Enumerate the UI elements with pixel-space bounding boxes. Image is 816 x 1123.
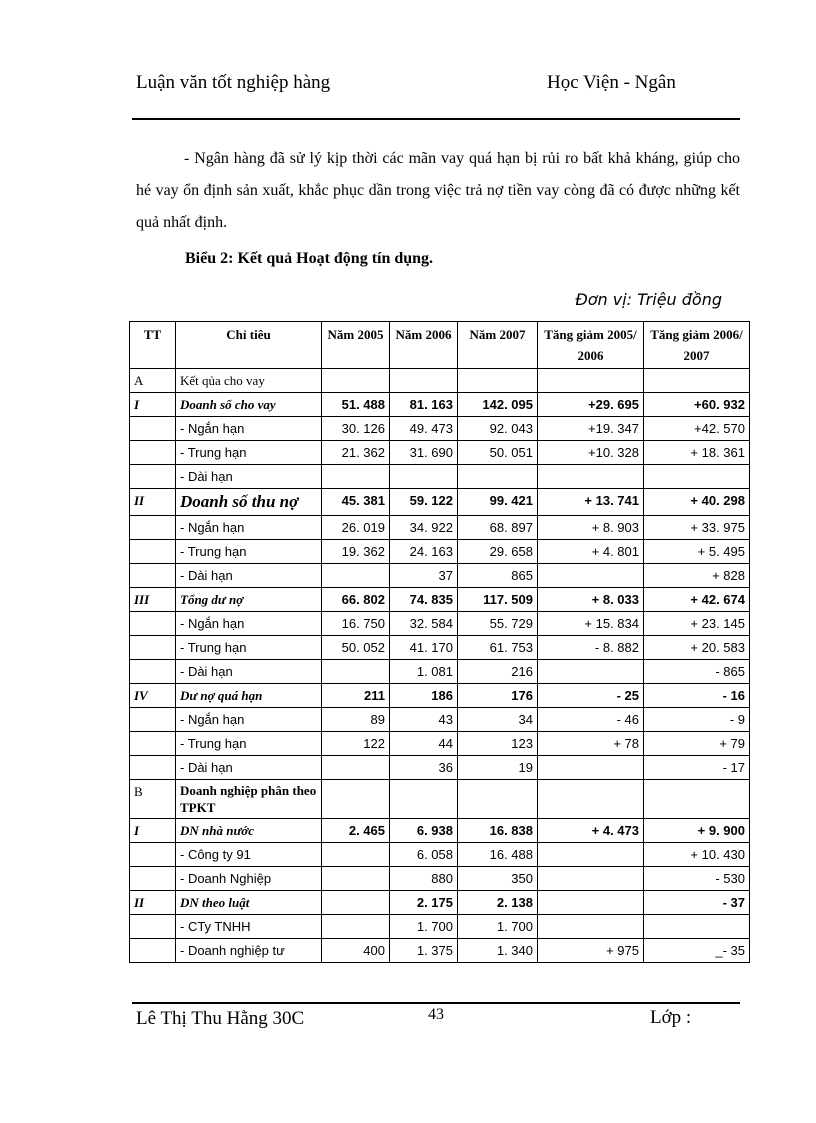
- value-cell: 32. 584: [390, 612, 458, 636]
- value-cell: [322, 660, 390, 684]
- header-cell: Năm 2005: [322, 322, 390, 369]
- value-cell: 6. 938: [390, 819, 458, 843]
- value-cell: - 17: [644, 756, 750, 780]
- row-index-cell: A: [130, 369, 176, 393]
- value-cell: + 13. 741: [538, 489, 644, 516]
- value-cell: + 42. 674: [644, 588, 750, 612]
- row-index-cell: [130, 915, 176, 939]
- row-index-cell: [130, 867, 176, 891]
- value-cell: [538, 780, 644, 819]
- value-cell: [322, 780, 390, 819]
- value-cell: [538, 915, 644, 939]
- value-cell: 21. 362: [322, 441, 390, 465]
- value-cell: + 40. 298: [644, 489, 750, 516]
- value-cell: _- 35: [644, 939, 750, 963]
- row-index-cell: [130, 441, 176, 465]
- value-cell: 26. 019: [322, 516, 390, 540]
- value-cell: 41. 170: [390, 636, 458, 660]
- value-cell: 74. 835: [390, 588, 458, 612]
- value-cell: 176: [458, 684, 538, 708]
- value-cell: 49. 473: [390, 417, 458, 441]
- value-cell: 37: [390, 564, 458, 588]
- row-label-cell: DN theo luật: [176, 891, 322, 915]
- row-index-cell: [130, 660, 176, 684]
- value-cell: 865: [458, 564, 538, 588]
- row-label-cell: - Trung hạn: [176, 540, 322, 564]
- value-cell: 31. 690: [390, 441, 458, 465]
- header-title-left: Luận văn tốt nghiệp hàng: [136, 72, 331, 93]
- value-cell: 34. 922: [390, 516, 458, 540]
- value-cell: 44: [390, 732, 458, 756]
- row-label-cell: Kết qủa cho vay: [176, 369, 322, 393]
- value-cell: 186: [390, 684, 458, 708]
- value-cell: [538, 891, 644, 915]
- value-cell: 211: [322, 684, 390, 708]
- value-cell: + 33. 975: [644, 516, 750, 540]
- value-cell: 2. 138: [458, 891, 538, 915]
- value-cell: 55. 729: [458, 612, 538, 636]
- body-paragraph: - Ngân hàng đã sử lý kịp thời các mãn vay quá hạn bị rủi ro bất khả kháng, giúp cho hé vay ổn định sản xuất, khắc phục dần trong việc trả nợ tiền vay còng đã có được những kết quả nhất định.: [136, 150, 740, 231]
- value-cell: [390, 369, 458, 393]
- row-label-cell: - Trung hạn: [176, 732, 322, 756]
- value-cell: 50. 052: [322, 636, 390, 660]
- value-cell: [458, 369, 538, 393]
- value-cell: 66. 802: [322, 588, 390, 612]
- table-row: [130, 915, 750, 939]
- value-cell: [322, 915, 390, 939]
- value-cell: 400: [322, 939, 390, 963]
- table-row: [130, 684, 750, 708]
- table-row: [130, 843, 750, 867]
- row-index-cell: [130, 465, 176, 489]
- value-cell: +10. 328: [538, 441, 644, 465]
- value-cell: - 8. 882: [538, 636, 644, 660]
- value-cell: 43: [390, 708, 458, 732]
- row-index-cell: [130, 417, 176, 441]
- value-cell: + 78: [538, 732, 644, 756]
- row-label-cell: - Doanh nghiệp tư: [176, 939, 322, 963]
- table-row: [130, 369, 750, 393]
- table-row: [130, 939, 750, 963]
- row-index-cell: [130, 516, 176, 540]
- row-index-cell: [130, 540, 176, 564]
- row-label-cell: Tổng dư nợ: [176, 588, 322, 612]
- value-cell: 50. 051: [458, 441, 538, 465]
- value-cell: [322, 465, 390, 489]
- footer-divider: [132, 1002, 740, 1004]
- value-cell: 45. 381: [322, 489, 390, 516]
- table-row: [130, 660, 750, 684]
- value-cell: 51. 488: [322, 393, 390, 417]
- value-cell: 68. 897: [458, 516, 538, 540]
- value-cell: [644, 915, 750, 939]
- footer-class: Lớp :: [650, 1007, 692, 1028]
- row-label-cell: DN nhà nước: [176, 819, 322, 843]
- row-index-cell: II: [130, 489, 176, 516]
- row-index-cell: [130, 843, 176, 867]
- value-cell: 1. 340: [458, 939, 538, 963]
- table-header-row: [130, 322, 750, 369]
- header-title-right: Học Viện - Ngân: [547, 72, 676, 93]
- value-cell: - 530: [644, 867, 750, 891]
- row-index-cell: II: [130, 891, 176, 915]
- row-label-cell: - Ngắn hạn: [176, 708, 322, 732]
- table-caption: Biểu 2: Kết quả Hoạt động tín dụng.: [185, 250, 434, 267]
- table-row: [130, 393, 750, 417]
- value-cell: + 975: [538, 939, 644, 963]
- row-label-cell: - Công ty 91: [176, 843, 322, 867]
- table-row: [130, 708, 750, 732]
- row-label-cell: - Ngắn hạn: [176, 612, 322, 636]
- table-row: [130, 891, 750, 915]
- row-index-cell: [130, 732, 176, 756]
- row-index-cell: I: [130, 393, 176, 417]
- row-label-cell: - Dài hạn: [176, 564, 322, 588]
- value-cell: [322, 564, 390, 588]
- row-label-cell: Doanh số thu nợ: [176, 489, 322, 516]
- value-cell: +42. 570: [644, 417, 750, 441]
- table-row: [130, 489, 750, 516]
- row-label-cell: Dư nợ quá hạn: [176, 684, 322, 708]
- value-cell: +19. 347: [538, 417, 644, 441]
- value-cell: 122: [322, 732, 390, 756]
- value-cell: 123: [458, 732, 538, 756]
- value-cell: 350: [458, 867, 538, 891]
- value-cell: [538, 756, 644, 780]
- value-cell: [458, 465, 538, 489]
- row-label-cell: - Doanh Nghiệp: [176, 867, 322, 891]
- value-cell: - 46: [538, 708, 644, 732]
- value-cell: 117. 509: [458, 588, 538, 612]
- row-label-cell: - Dài hạn: [176, 756, 322, 780]
- unit-label: Đơn vị: Triệu đồng: [575, 290, 722, 309]
- header-cell: TT: [130, 322, 176, 369]
- value-cell: 19: [458, 756, 538, 780]
- header-divider: [132, 118, 740, 120]
- value-cell: 1. 700: [458, 915, 538, 939]
- row-index-cell: [130, 636, 176, 660]
- row-label-cell: Doanh số cho vay: [176, 393, 322, 417]
- header-cell: Năm 2007: [458, 322, 538, 369]
- value-cell: [538, 867, 644, 891]
- row-index-cell: B: [130, 780, 176, 819]
- value-cell: [538, 564, 644, 588]
- value-cell: [322, 756, 390, 780]
- value-cell: - 37: [644, 891, 750, 915]
- value-cell: 92. 043: [458, 417, 538, 441]
- value-cell: [390, 780, 458, 819]
- row-label-cell: - Trung hạn: [176, 636, 322, 660]
- header-cell: Năm 2006: [390, 322, 458, 369]
- value-cell: + 18. 361: [644, 441, 750, 465]
- table-row: [130, 564, 750, 588]
- table-row: [130, 867, 750, 891]
- row-index-cell: III: [130, 588, 176, 612]
- value-cell: [322, 891, 390, 915]
- table-row: [130, 636, 750, 660]
- value-cell: 81. 163: [390, 393, 458, 417]
- row-label-cell: - CTy TNHH: [176, 915, 322, 939]
- value-cell: - 865: [644, 660, 750, 684]
- row-index-cell: [130, 612, 176, 636]
- value-cell: 16. 488: [458, 843, 538, 867]
- table-row: [130, 732, 750, 756]
- row-label-cell: - Trung hạn: [176, 441, 322, 465]
- value-cell: 36: [390, 756, 458, 780]
- value-cell: [644, 465, 750, 489]
- value-cell: + 8. 033: [538, 588, 644, 612]
- value-cell: + 4. 801: [538, 540, 644, 564]
- value-cell: 16. 750: [322, 612, 390, 636]
- value-cell: [322, 867, 390, 891]
- value-cell: +29. 695: [538, 393, 644, 417]
- value-cell: + 23. 145: [644, 612, 750, 636]
- value-cell: [322, 369, 390, 393]
- page-number: 43: [428, 1006, 444, 1023]
- row-label-cell: - Ngắn hạn: [176, 417, 322, 441]
- value-cell: 16. 838: [458, 819, 538, 843]
- table-row: [130, 441, 750, 465]
- value-cell: [458, 780, 538, 819]
- table-row: [130, 756, 750, 780]
- footer-author: Lê Thị Thu Hằng 30C: [136, 1008, 305, 1029]
- value-cell: 6. 058: [390, 843, 458, 867]
- value-cell: 99. 421: [458, 489, 538, 516]
- value-cell: 216: [458, 660, 538, 684]
- table-row: [130, 516, 750, 540]
- row-label-cell: - Dài hạn: [176, 660, 322, 684]
- header-cell: Tăng giảm 2006/ 2007: [644, 322, 750, 369]
- row-label-cell: - Ngắn hạn: [176, 516, 322, 540]
- value-cell: [322, 843, 390, 867]
- row-index-cell: [130, 756, 176, 780]
- header-cell: Chỉ tiêu: [176, 322, 322, 369]
- value-cell: - 9: [644, 708, 750, 732]
- value-cell: + 79: [644, 732, 750, 756]
- value-cell: 1. 375: [390, 939, 458, 963]
- value-cell: [390, 465, 458, 489]
- value-cell: 2. 465: [322, 819, 390, 843]
- value-cell: + 828: [644, 564, 750, 588]
- value-cell: 59. 122: [390, 489, 458, 516]
- value-cell: + 15. 834: [538, 612, 644, 636]
- value-cell: + 20. 583: [644, 636, 750, 660]
- value-cell: 89: [322, 708, 390, 732]
- credit-results-table: [129, 321, 750, 963]
- value-cell: + 5. 495: [644, 540, 750, 564]
- value-cell: 19. 362: [322, 540, 390, 564]
- value-cell: [538, 465, 644, 489]
- value-cell: 24. 163: [390, 540, 458, 564]
- table-row: [130, 417, 750, 441]
- value-cell: 880: [390, 867, 458, 891]
- value-cell: 1. 081: [390, 660, 458, 684]
- value-cell: +60. 932: [644, 393, 750, 417]
- value-cell: 1. 700: [390, 915, 458, 939]
- value-cell: [538, 660, 644, 684]
- header-cell: Tăng giảm 2005/ 2006: [538, 322, 644, 369]
- table-row: [130, 819, 750, 843]
- value-cell: 30. 126: [322, 417, 390, 441]
- row-index-cell: I: [130, 819, 176, 843]
- value-cell: 142. 095: [458, 393, 538, 417]
- table-row: [130, 540, 750, 564]
- row-index-cell: [130, 708, 176, 732]
- row-index-cell: [130, 939, 176, 963]
- row-label-cell: Doanh nghiệp phân theo TPKT: [176, 780, 322, 819]
- value-cell: 61. 753: [458, 636, 538, 660]
- row-index-cell: [130, 564, 176, 588]
- value-cell: 34: [458, 708, 538, 732]
- table-row: [130, 780, 750, 819]
- value-cell: + 8. 903: [538, 516, 644, 540]
- value-cell: - 25: [538, 684, 644, 708]
- table-row: [130, 588, 750, 612]
- value-cell: - 16: [644, 684, 750, 708]
- value-cell: [644, 369, 750, 393]
- value-cell: + 4. 473: [538, 819, 644, 843]
- value-cell: + 9. 900: [644, 819, 750, 843]
- value-cell: [538, 369, 644, 393]
- table-row: [130, 612, 750, 636]
- row-label-cell: - Dài hạn: [176, 465, 322, 489]
- value-cell: 29. 658: [458, 540, 538, 564]
- value-cell: [644, 780, 750, 819]
- table-row: [130, 465, 750, 489]
- value-cell: 2. 175: [390, 891, 458, 915]
- value-cell: + 10. 430: [644, 843, 750, 867]
- row-index-cell: IV: [130, 684, 176, 708]
- value-cell: [538, 843, 644, 867]
